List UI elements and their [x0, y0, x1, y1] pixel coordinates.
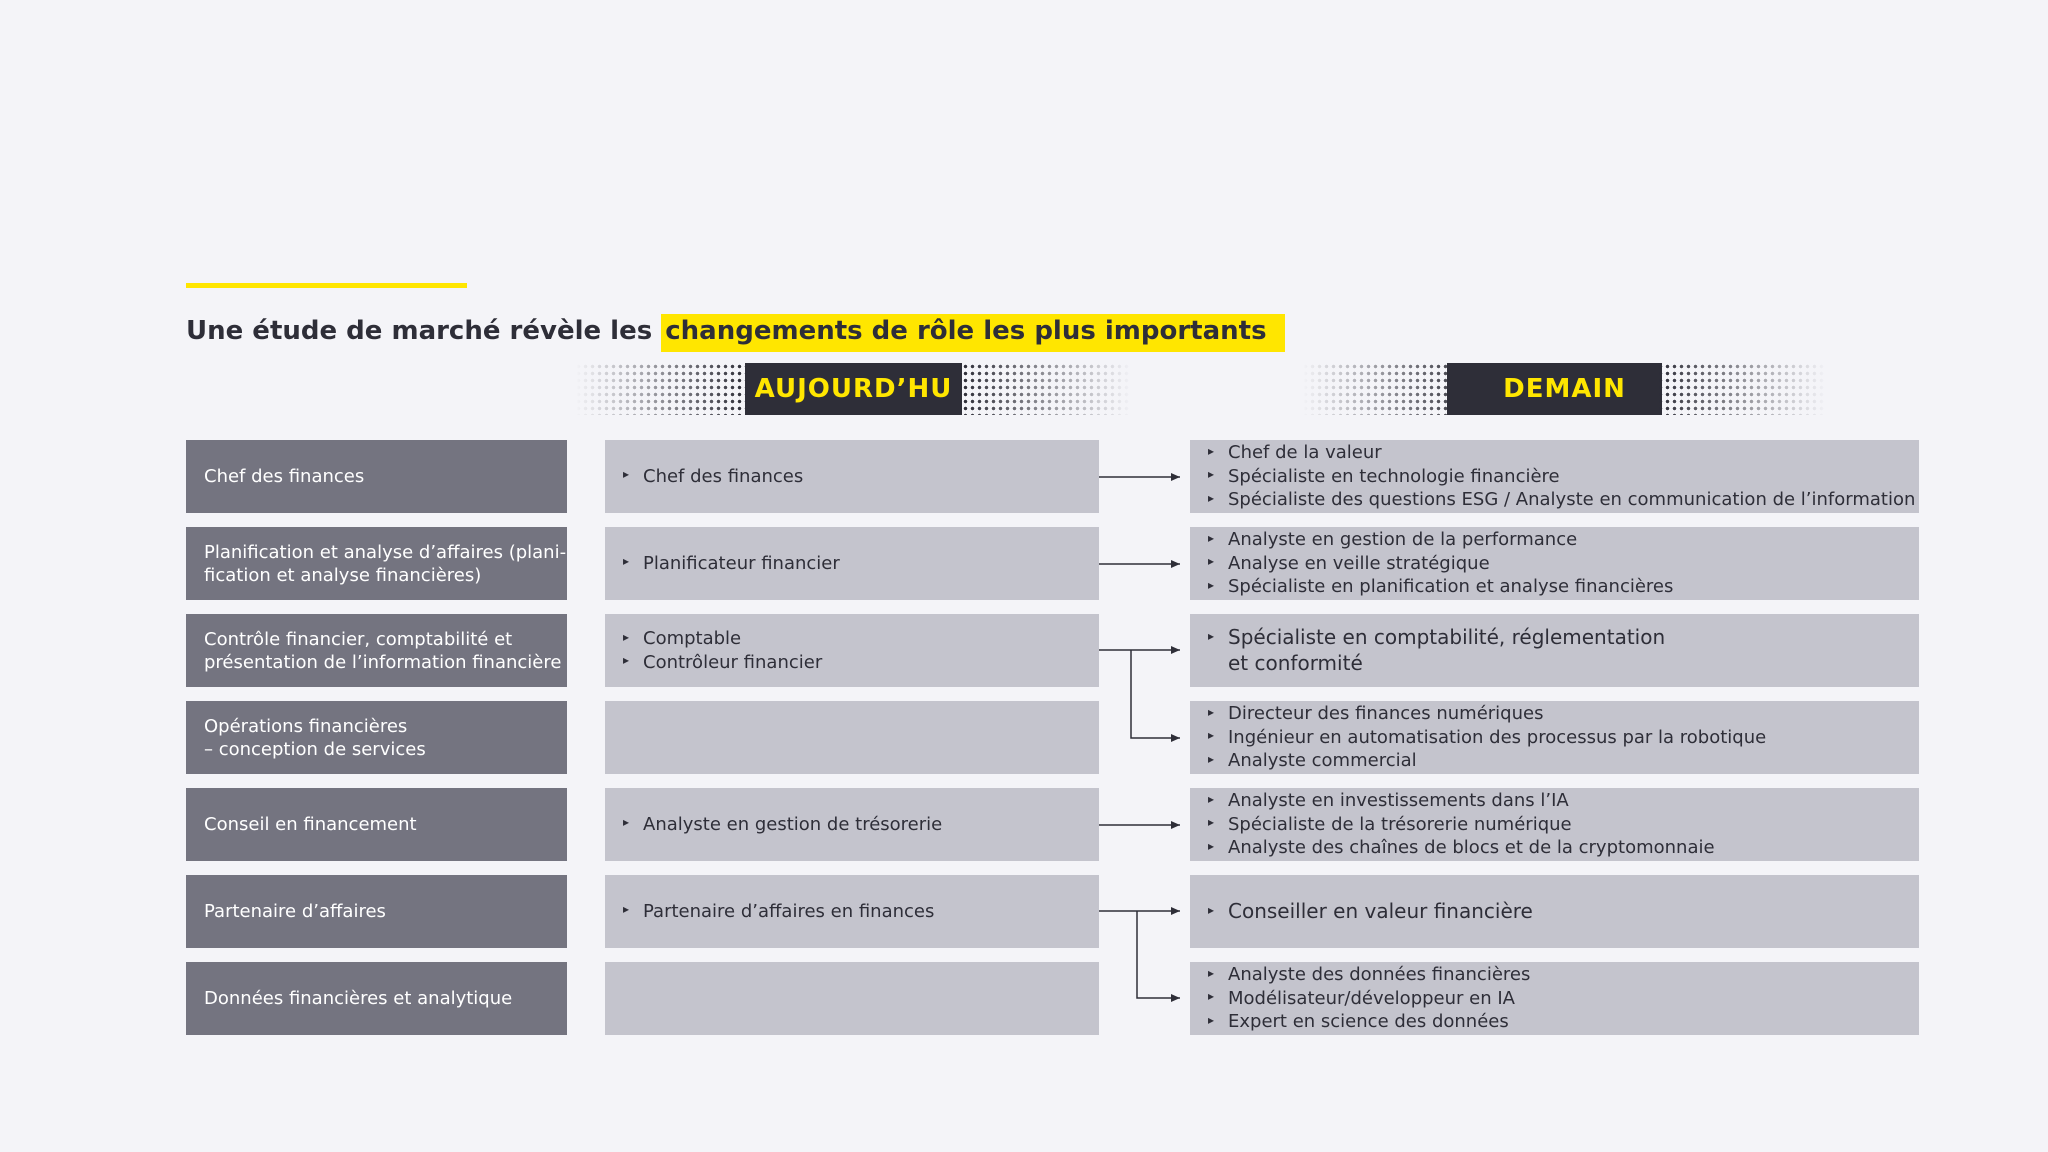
role-item: ▸ Conseiller en valeur financière [1208, 899, 1919, 925]
domain-label: Contrôle financier, comptabilité et [204, 628, 513, 650]
arrow-row6-down [1137, 911, 1180, 998]
role-item: ▸ Analyse en veille stratégique [1208, 552, 1919, 576]
role-item: ▸ Spécialiste de la trésorerie numérique [1208, 813, 1919, 837]
domain-label: Opérations financières [204, 715, 408, 737]
role-item: ▸ Analyste en investissements dans l’IA [1208, 789, 1919, 813]
role-item: ▸ Spécialiste en technologie financière [1208, 465, 1919, 489]
role-item: ▸ Analyste en gestion de la performance [1208, 528, 1919, 552]
role-item: ▸ Contrôleur financier [623, 651, 1099, 675]
title-highlight: changements de rôle les plus importants [661, 314, 1284, 352]
role-item: ▸ Analyste des données financières [1208, 963, 1919, 987]
domain-label: Données financières et analytique [204, 988, 513, 1009]
role-item: ▸ Spécialiste en planification et analyse financières [1208, 575, 1919, 599]
role-item: ▸ Expert en science des données [1208, 1010, 1919, 1034]
domain-label: fication et analyse financières) [204, 564, 482, 586]
role-item: ▸ Analyste des chaînes de blocs et de la cryptomonnaie [1208, 836, 1919, 860]
role-item: ▸ Planificateur financier [623, 552, 1099, 576]
role-item: ▸ Chef de la valeur [1208, 441, 1919, 465]
title-prefix: Une étude de marché révèle les [186, 316, 662, 346]
role-item: ▸ Directeur des finances numériques [1208, 702, 1919, 726]
role-item: ▸ Analyste commercial [1208, 749, 1919, 773]
domain-label: – conception de services [204, 738, 426, 760]
domain-label: Chef des finances [204, 466, 365, 487]
role-item: ▸ Ingénieur en automatisation des processus par la robotique [1208, 726, 1919, 750]
domain-label: Conseil en financement [204, 814, 417, 835]
role-item: ▸ Analyste en gestion de trésorerie [623, 813, 1099, 837]
role-item: ▸ Modélisateur/développeur en IA [1208, 987, 1919, 1011]
role-item: ▸ Comptable [623, 627, 1099, 651]
header-tomorrow-label: DEMAIN [1503, 374, 1626, 404]
role-item: ▸ Partenaire d’affaires en finances [623, 900, 1099, 924]
domain-label: Planification et analyse d’affaires (plani- [204, 541, 567, 563]
domain-label: Partenaire d’affaires [204, 901, 386, 922]
role-item: ▸ Spécialiste des questions ESG / Analyste en communication de l’information [1208, 488, 1919, 512]
role-item: ▸ Chef des finances [623, 465, 1099, 489]
role-item-continuation: et conformité [1228, 651, 1363, 675]
role-item: ▸ Spécialiste en comptabilité, réglementation [1208, 625, 1919, 651]
header-today-label: AUJOURD’HU [754, 374, 953, 404]
arrow-row3-down [1131, 650, 1180, 738]
domain-label: présentation de l’information financière [204, 651, 562, 673]
